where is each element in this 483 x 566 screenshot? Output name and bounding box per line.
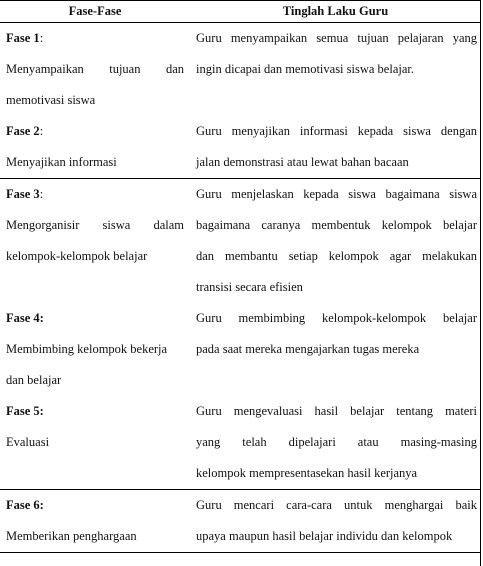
phase-cell xyxy=(0,490,190,553)
phase-title: kelompok-kelompok belajar xyxy=(6,249,148,263)
right-border-line xyxy=(480,0,481,566)
behavior-cell xyxy=(190,490,481,553)
phase-title: Membimbing kelompok bekerja xyxy=(6,342,168,356)
behavior-text: kelompok mempresentasekan hasil kerjanya xyxy=(196,466,418,480)
phase-suffix: : xyxy=(39,31,44,45)
behavior-text: transisi secara efisien xyxy=(196,280,303,294)
phase-cell xyxy=(0,116,190,179)
phase-label: Fase 6: xyxy=(6,498,44,512)
header-phases: Fase-Fase xyxy=(0,1,190,23)
table-row xyxy=(0,490,481,553)
phase-label: Fase 4: xyxy=(6,311,44,325)
behavior-text: dan membantu setiap kelompok agar melakukan xyxy=(196,249,477,263)
behavior-text: bagaimana caranya membentuk kelompok belajar xyxy=(196,218,477,232)
behavior-text: Guru mengevaluasi hasil belajar tentang materi xyxy=(196,404,477,418)
behavior-text: upaya maupun hasil belajar individu dan kelompok xyxy=(196,529,453,543)
phase-title: Menyampaikan tujuan dan xyxy=(6,62,184,76)
behavior-text: ingin dicapai dan memotivasi siswa belajar. xyxy=(196,62,414,76)
phase-title: Memberikan penghargaan xyxy=(6,529,137,543)
phase-cell xyxy=(0,303,190,396)
behavior-text: Guru mencari cara-cara untuk menghargai baik xyxy=(196,498,477,512)
behavior-text: pada saat mereka mengajarkan tugas mereka xyxy=(196,342,420,356)
phase-cell xyxy=(0,396,190,490)
phase-title: dan belajar xyxy=(6,373,62,387)
phase-cell xyxy=(0,23,190,117)
table-row xyxy=(0,116,481,179)
behavior-text: jalan demonstrasi atau lewat bahan bacaan xyxy=(196,155,409,169)
behavior-text: yang telah dipelajari atau masing-masing xyxy=(196,435,477,449)
table-row xyxy=(0,179,481,304)
phase-title: Menyajikan informasi xyxy=(6,155,117,169)
phase-label: Fase 5: xyxy=(6,404,44,418)
phase-title: memotivasi siswa xyxy=(6,93,96,107)
table-row xyxy=(0,303,481,396)
phase-label: Fase 1 xyxy=(6,31,40,45)
phase-suffix: : xyxy=(39,187,44,201)
behavior-text: Guru menjelaskan kepada siswa bagaimana siswa xyxy=(196,187,477,201)
table-header-row xyxy=(0,1,481,23)
behavior-text: Guru menyampaikan semua tujuan pelajaran yang xyxy=(196,31,477,45)
behavior-text: Guru menyajikan informasi kepada siswa dengan xyxy=(196,124,477,138)
header-teacher-behavior: Tinglah Laku Guru xyxy=(190,1,481,23)
phase-title: Mengorganisir siswa dalam xyxy=(6,218,184,232)
table-row xyxy=(0,396,481,490)
behavior-cell xyxy=(190,116,481,179)
phase-cell xyxy=(0,179,190,304)
behavior-text: Guru membimbing kelompok-kelompok belajar xyxy=(196,311,477,325)
phase-label: Fase 2 xyxy=(6,124,40,138)
table-row xyxy=(0,23,481,117)
behavior-cell xyxy=(190,179,481,304)
phase-label: Fase 3 xyxy=(6,187,40,201)
behavior-cell xyxy=(190,303,481,396)
behavior-cell xyxy=(190,396,481,490)
behavior-cell xyxy=(190,23,481,117)
phase-suffix: : xyxy=(39,124,44,138)
phase-title: Evaluasi xyxy=(6,435,50,449)
